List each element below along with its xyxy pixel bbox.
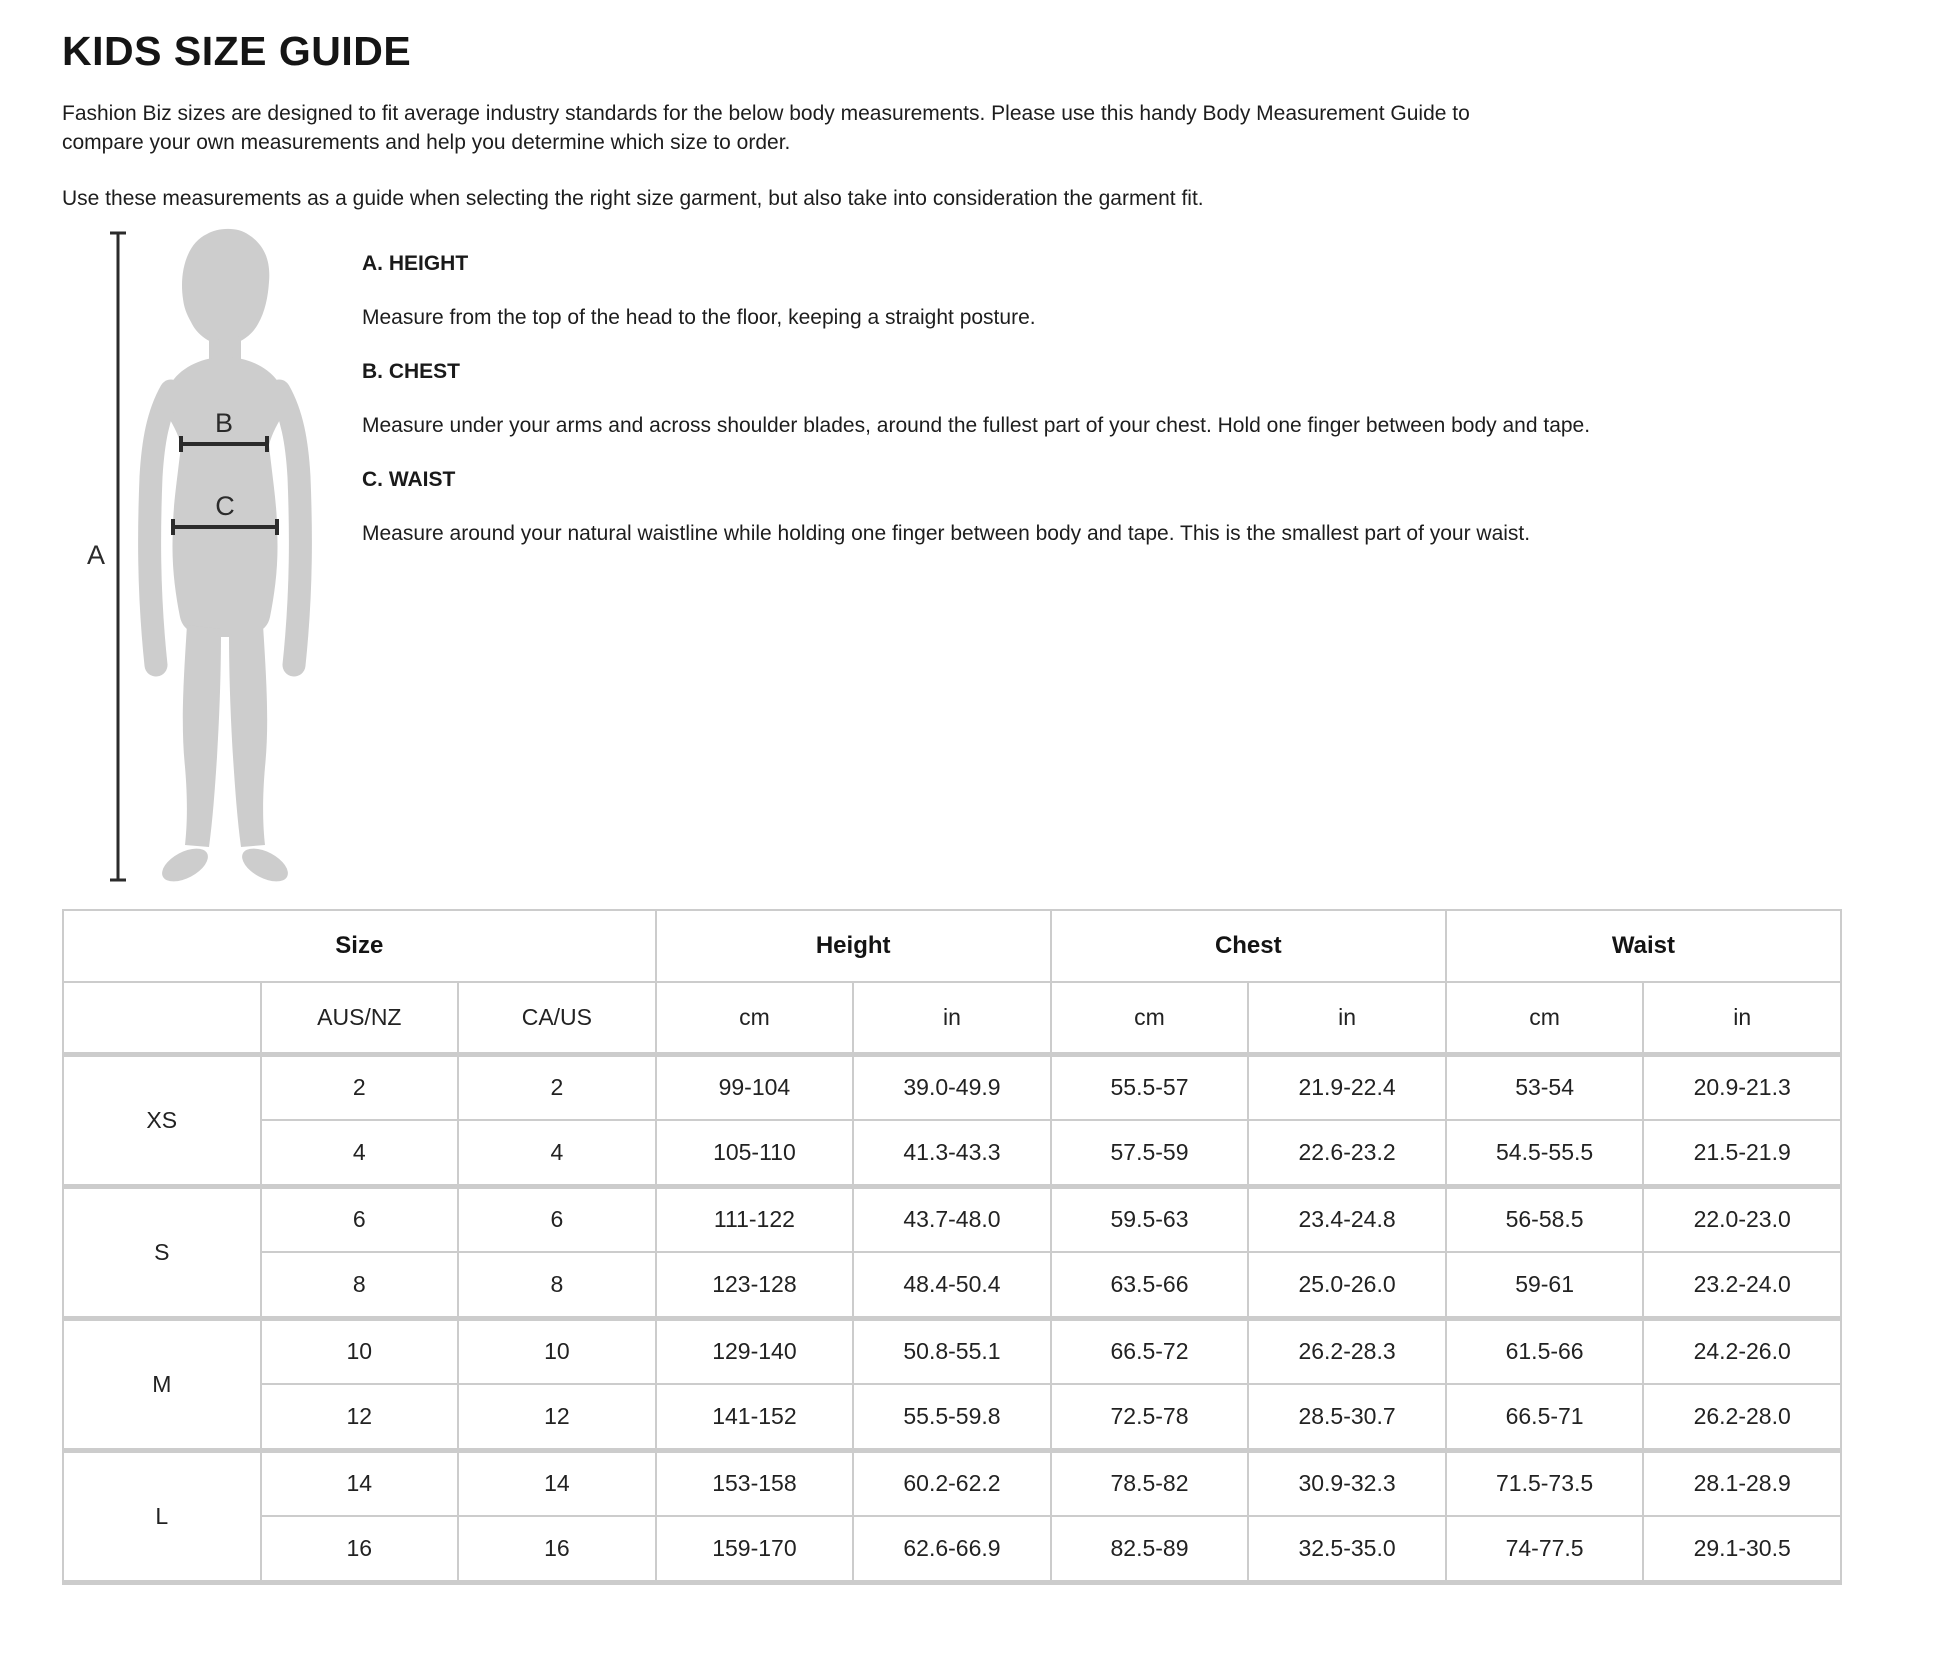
column-header-waist: Waist — [1446, 910, 1841, 982]
table-cell: 55.5-59.8 — [853, 1384, 1051, 1450]
table-cell: 54.5-55.5 — [1446, 1120, 1644, 1186]
sub-header-ca-us: CA/US — [458, 982, 656, 1054]
table-cell: 10 — [458, 1318, 656, 1384]
table-cell: 28.5-30.7 — [1248, 1384, 1446, 1450]
child-silhouette-diagram — [85, 225, 335, 895]
sub-header-blank — [63, 982, 261, 1054]
table-cell: 4 — [261, 1120, 459, 1186]
table-cell: 57.5-59 — [1051, 1120, 1249, 1186]
table-cell: 48.4-50.4 — [853, 1252, 1051, 1318]
table-cell: 26.2-28.0 — [1643, 1384, 1841, 1450]
table-cell: 14 — [261, 1450, 459, 1516]
table-cell: 61.5-66 — [1446, 1318, 1644, 1384]
column-header-size: Size — [63, 910, 656, 982]
table-cell: 63.5-66 — [1051, 1252, 1249, 1318]
table-cell: 123-128 — [656, 1252, 854, 1318]
table-cell: 25.0-26.0 — [1248, 1252, 1446, 1318]
table-cell: 14 — [458, 1450, 656, 1516]
chest-label: B — [214, 408, 234, 438]
waist-description: Measure around your natural waistline while holding one finger between body and tape. This is the smallest part of your waist. — [362, 522, 1531, 545]
sub-header-chest-in: in — [1248, 982, 1446, 1054]
table-cell: 50.8-55.1 — [853, 1318, 1051, 1384]
height-measure-line — [110, 233, 126, 880]
table-cell: 99-104 — [656, 1054, 854, 1120]
table-cell: 62.6-66.9 — [853, 1516, 1051, 1582]
sub-header-aus-nz: AUS/NZ — [261, 982, 459, 1054]
intro-paragraph-1: Fashion Biz sizes are designed to fit average industry standards for the below body measurements. Please use this handy Body Measurement Guide to compare your own measurements and help you determine which size to order. — [62, 102, 1470, 154]
table-cell: 41.3-43.3 — [853, 1120, 1051, 1186]
table-cell: 23.4-24.8 — [1248, 1186, 1446, 1252]
chest-description: Measure under your arms and across shoulder blades, around the fullest part of your chest. Hold one finger between body and tape. — [362, 414, 1591, 437]
table-cell: 21.5-21.9 — [1643, 1120, 1841, 1186]
waist-label: C — [215, 491, 235, 521]
table-cell: 21.9-22.4 — [1248, 1054, 1446, 1120]
size-guide-page — [0, 28, 1946, 1585]
table-cell: 30.9-32.3 — [1248, 1450, 1446, 1516]
table-cell: 66.5-72 — [1051, 1318, 1249, 1384]
table-cell: 22.0-23.0 — [1643, 1186, 1841, 1252]
chest-heading: B. CHEST — [362, 360, 461, 383]
table-cell: 129-140 — [656, 1318, 854, 1384]
child-silhouette — [150, 229, 301, 888]
table-cell: 12 — [458, 1384, 656, 1450]
table-cell: 16 — [458, 1516, 656, 1582]
table-cell: 29.1-30.5 — [1643, 1516, 1841, 1582]
table-cell: 16 — [261, 1516, 459, 1582]
table-row — [63, 1120, 1841, 1186]
table-cell: 55.5-57 — [1051, 1054, 1249, 1120]
size-table-body — [63, 1054, 1841, 1582]
size-group-label: XS — [63, 1054, 261, 1186]
table-cell: 159-170 — [656, 1516, 854, 1582]
table-cell: 2 — [458, 1054, 656, 1120]
table-cell: 20.9-21.3 — [1643, 1054, 1841, 1120]
table-cell: 4 — [458, 1120, 656, 1186]
table-cell: 105-110 — [656, 1120, 854, 1186]
table-cell: 71.5-73.5 — [1446, 1450, 1644, 1516]
sub-header-waist-cm: cm — [1446, 982, 1644, 1054]
table-cell: 82.5-89 — [1051, 1516, 1249, 1582]
table-row — [63, 1318, 1841, 1384]
measurement-guide-section — [62, 225, 1884, 895]
height-heading: A. HEIGHT — [362, 252, 469, 275]
table-cell: 6 — [261, 1186, 459, 1252]
table-cell: 8 — [458, 1252, 656, 1318]
table-cell: 26.2-28.3 — [1248, 1318, 1446, 1384]
table-cell: 111-122 — [656, 1186, 854, 1252]
table-cell: 141-152 — [656, 1384, 854, 1450]
table-row — [63, 1252, 1841, 1318]
sub-header-height-cm: cm — [656, 982, 854, 1054]
table-cell: 78.5-82 — [1051, 1450, 1249, 1516]
body-measurement-figure — [62, 225, 362, 895]
size-group-label: M — [63, 1318, 261, 1450]
sub-header-waist-in: in — [1643, 982, 1841, 1054]
table-cell: 2 — [261, 1054, 459, 1120]
table-cell: 23.2-24.0 — [1643, 1252, 1841, 1318]
size-group-label: L — [63, 1450, 261, 1582]
table-cell: 43.7-48.0 — [853, 1186, 1051, 1252]
size-chart-table — [62, 909, 1842, 1585]
table-cell: 74-77.5 — [1446, 1516, 1644, 1582]
measurement-descriptions — [362, 225, 1884, 573]
table-row — [63, 1054, 1841, 1120]
intro-paragraph-2: Use these measurements as a guide when selecting the right size garment, but also take into consideration the garment fit. — [62, 187, 1204, 210]
table-sub-header-row — [63, 982, 1841, 1054]
table-cell: 153-158 — [656, 1450, 854, 1516]
sub-header-height-in: in — [853, 982, 1051, 1054]
table-cell: 24.2-26.0 — [1643, 1318, 1841, 1384]
table-cell: 59-61 — [1446, 1252, 1644, 1318]
table-cell: 60.2-62.2 — [853, 1450, 1051, 1516]
table-cell: 66.5-71 — [1446, 1384, 1644, 1450]
table-cell: 32.5-35.0 — [1248, 1516, 1446, 1582]
column-header-chest: Chest — [1051, 910, 1446, 982]
table-row — [63, 1450, 1841, 1516]
table-cell: 28.1-28.9 — [1643, 1450, 1841, 1516]
table-cell: 8 — [261, 1252, 459, 1318]
table-cell: 6 — [458, 1186, 656, 1252]
table-cell: 10 — [261, 1318, 459, 1384]
table-cell: 12 — [261, 1384, 459, 1450]
table-cell: 59.5-63 — [1051, 1186, 1249, 1252]
table-cell: 56-58.5 — [1446, 1186, 1644, 1252]
size-group-label: S — [63, 1186, 261, 1318]
table-cell: 72.5-78 — [1051, 1384, 1249, 1450]
table-group-header-row — [63, 910, 1841, 982]
height-description: Measure from the top of the head to the floor, keeping a straight posture. — [362, 306, 1036, 329]
table-cell: 22.6-23.2 — [1248, 1120, 1446, 1186]
table-row — [63, 1384, 1841, 1450]
table-cell: 39.0-49.9 — [853, 1054, 1051, 1120]
column-header-height: Height — [656, 910, 1051, 982]
table-row — [63, 1516, 1841, 1582]
table-row — [63, 1186, 1841, 1252]
table-cell: 53-54 — [1446, 1054, 1644, 1120]
sub-header-chest-cm: cm — [1051, 982, 1249, 1054]
page-title: KIDS SIZE GUIDE — [62, 28, 412, 74]
waist-heading: C. WAIST — [362, 468, 456, 491]
height-label: A — [87, 540, 106, 570]
